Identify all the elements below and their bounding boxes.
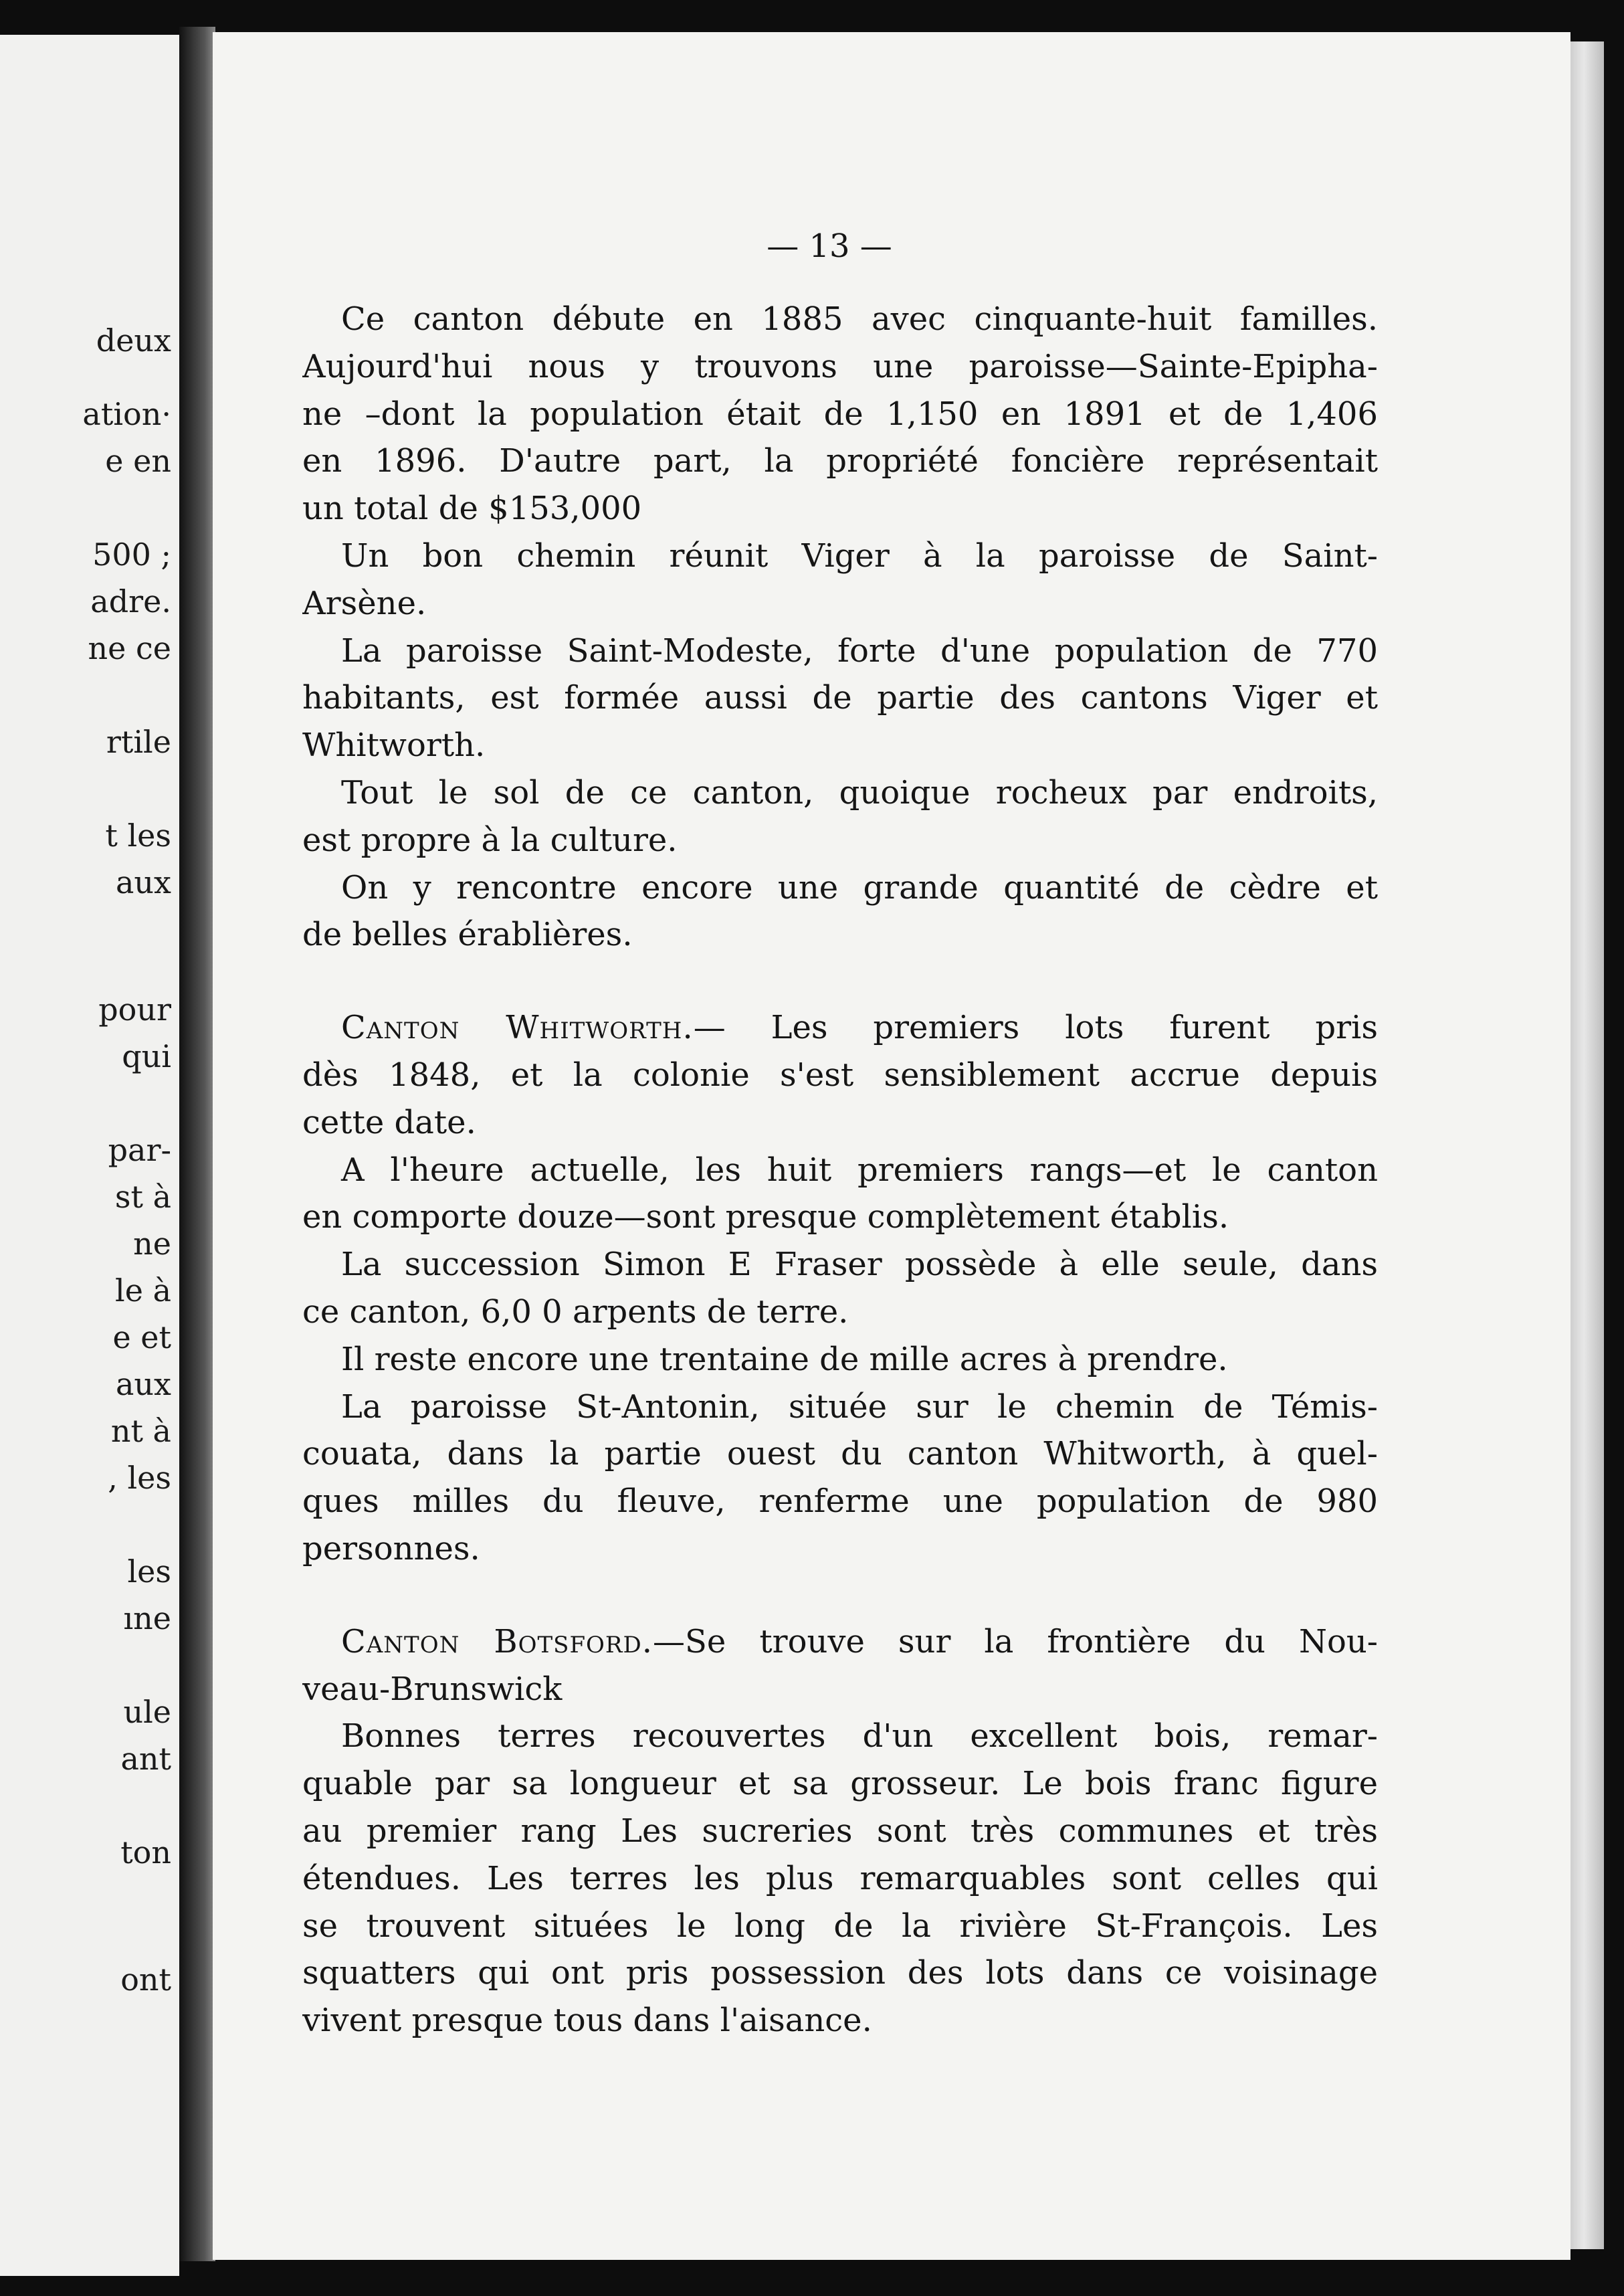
left-page-text: e en [105, 443, 171, 479]
section-heading-botsford: Canton Botsford. [341, 1622, 653, 1660]
left-page-text: t les [105, 818, 171, 854]
body-line: Un bon chemin réunit Viger à la paroisse de Saint- [341, 537, 1378, 575]
body-line: couata, dans la partie ouest du canton Whitworth, à quel- [302, 1435, 1378, 1473]
left-page-text: le à [115, 1272, 171, 1309]
body-line: La succession Simon E Fraser possède à elle seule, dans [341, 1246, 1378, 1284]
body-line: ques milles du fleuve, renferme une population de 980 [302, 1482, 1378, 1521]
body-line: vivent presque tous dans l'aisance. [302, 2002, 872, 2040]
body-line: personnes. [302, 1529, 480, 1567]
section-whitworth-first-line [302, 1004, 1378, 1052]
body-line: est propre à la culture. [302, 821, 678, 859]
page-body [302, 296, 1378, 2044]
body-line: quable par sa longueur et sa grosseur. Le bois franc figure [302, 1765, 1378, 1803]
section-heading-whitworth: Canton Whitworth. [341, 1009, 694, 1047]
body-line: ne –dont la population était de 1,150 en 1891 et de 1,406 [302, 395, 1378, 433]
body-line: squatters qui ont pris possession des lots dans ce voisinage [302, 1954, 1378, 1992]
body-line: Whitworth. [302, 727, 486, 765]
left-page-text: deux [96, 322, 171, 359]
body-line: de belles érablières. [302, 916, 633, 954]
left-page-text: ne [133, 1226, 171, 1262]
body-line: dès 1848, et la colonie s'est sensiblement accrue depuis [302, 1056, 1378, 1094]
page-edge [1570, 41, 1604, 2249]
left-page-text: aux [116, 864, 171, 900]
left-page-text: ont [120, 1962, 171, 1998]
left-page-text: , les [108, 1460, 171, 1496]
left-page-text: st à [114, 1179, 171, 1215]
body-line: en 1896. D'autre part, la propriété foncière représentait [302, 442, 1378, 480]
body-line: se trouvent situées le long de la rivière St-François. Les [302, 1907, 1378, 1945]
left-page-text: qui [122, 1038, 171, 1074]
body-line: veau-Brunswick [302, 1670, 563, 1708]
body-line: en comporte douze—sont presque complètement établis. [302, 1198, 1229, 1236]
body-line: au premier rang Les sucreries sont très communes et très [302, 1812, 1378, 1850]
body-line: La paroisse Saint-Modeste, forte d'une population de 770 [341, 632, 1378, 670]
left-page-text: ton [120, 1834, 171, 1871]
body-text: — Les premiers lots furent pris [693, 1009, 1378, 1047]
body-line: ce canton, 6,0 0 arpents de terre. [302, 1293, 849, 1331]
body-text: —Se trouve sur la frontière du Nou- [653, 1622, 1378, 1660]
body-line: A l'heure actuelle, les huit premiers rangs—et le canton [341, 1151, 1378, 1189]
left-page-fragment [0, 35, 179, 2276]
section-botsford-first-line [302, 1618, 1378, 1666]
body-line: Aujourd'hui nous y trouvons une paroisse—Sainte-Epipha- [302, 347, 1378, 385]
left-page-text: ule [123, 1694, 171, 1730]
left-page-text: ant [120, 1741, 171, 1777]
left-page-text: ıne [123, 1600, 171, 1636]
body-line: cette date. [302, 1103, 476, 1141]
book-gutter-shadow [179, 27, 215, 2261]
body-line: un total de $153,000 [302, 490, 642, 528]
left-page-text: les [127, 1553, 171, 1590]
body-line: La paroisse St-Antonin, située sur le chemin de Témis- [341, 1388, 1378, 1426]
body-line: habitants, est formée aussi de partie des cantons Viger et [302, 679, 1378, 717]
body-line: Arsène. [302, 584, 427, 622]
body-line: Tout le sol de ce canton, quoique rocheux par endroits, [341, 773, 1378, 811]
left-page-text: aux [116, 1366, 171, 1402]
left-page-text: pour [98, 991, 171, 1028]
left-page-text: nt à [110, 1413, 171, 1449]
body-line: On y rencontre encore une grande quantité de cèdre et [341, 868, 1378, 906]
left-page-text: par- [108, 1132, 171, 1168]
body-line: Ce canton débute en 1885 avec cinquante-huit familles. [341, 300, 1378, 338]
left-page-text: rtile [106, 724, 171, 760]
left-page-text: adre. [90, 583, 171, 619]
page-number: — 13 — [767, 227, 892, 265]
body-line: Bonnes terres recouvertes d'un excellent bois, remar- [341, 1717, 1378, 1755]
left-page-text: e et [112, 1319, 171, 1355]
left-page-text: 500 ; [92, 537, 171, 573]
left-page-text: ation· [82, 396, 171, 432]
body-line: Il reste encore une trentaine de mille acres à prendre. [341, 1340, 1228, 1378]
left-page-text: ne ce [88, 630, 171, 666]
body-line: étendues. Les terres les plus remarquables sont celles qui [302, 1859, 1378, 1897]
